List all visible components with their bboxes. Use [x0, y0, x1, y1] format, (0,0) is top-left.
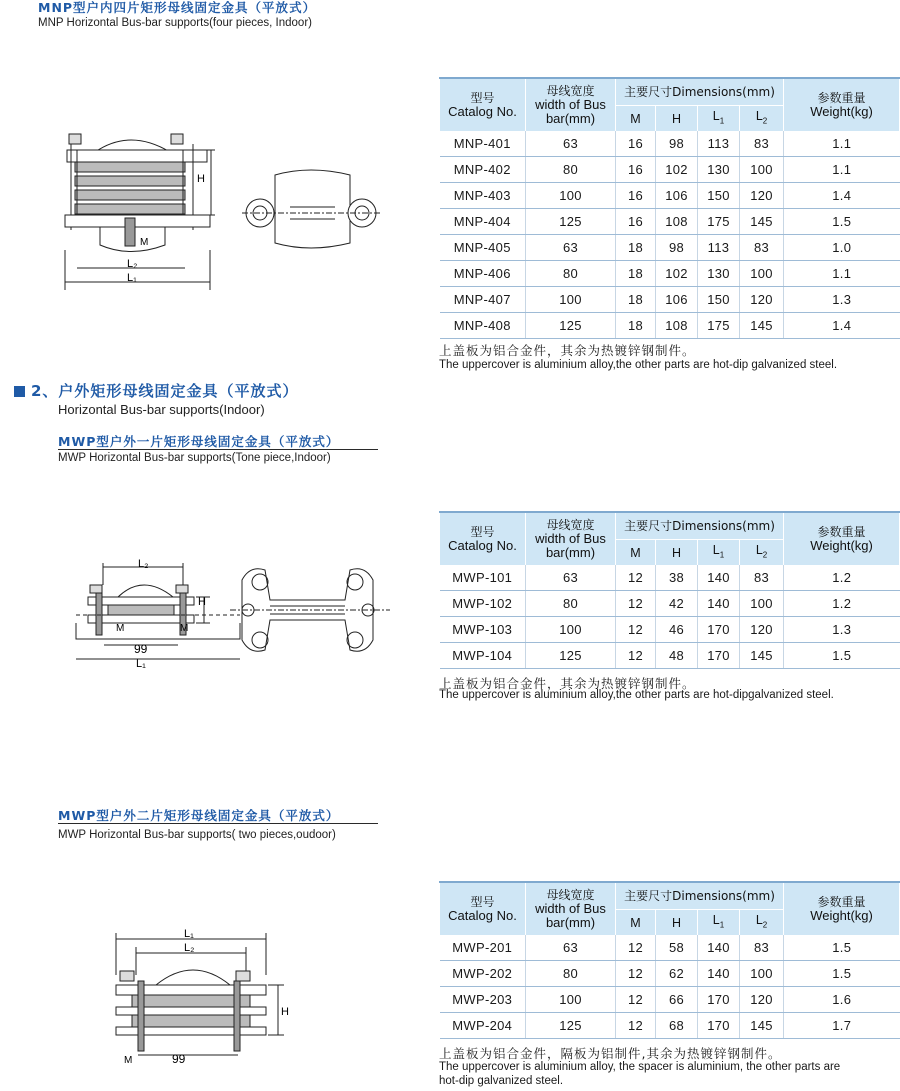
table-row	[440, 261, 900, 287]
table-row	[440, 287, 900, 313]
table-cell: 68	[656, 1013, 698, 1039]
table-cell: 1.6	[784, 987, 900, 1013]
mwp2-note-en-2: hot-dip galvanized steel.	[439, 1075, 564, 1087]
table-cell: 1.1	[784, 131, 900, 157]
svg-text:L₁: L₁	[184, 928, 194, 940]
table-row	[440, 961, 900, 987]
mwp1-note-en: The uppercover is aluminium alloy,the other parts are hot-dipgalvanized steel.	[439, 689, 834, 701]
table-cell: 150	[698, 287, 740, 313]
table-row	[440, 209, 900, 235]
col-header-h: H	[656, 910, 698, 936]
table-cell: 102	[656, 261, 698, 287]
table-cell: 83	[740, 131, 784, 157]
table-cell: 175	[698, 209, 740, 235]
table-cell: 125	[526, 313, 616, 339]
table-cell: 140	[698, 935, 740, 961]
col-header-catalog: 型号 Catalog No.	[440, 512, 526, 565]
table-cell: 18	[616, 235, 656, 261]
table-cell: 100	[740, 157, 784, 183]
table-cell: 12	[616, 987, 656, 1013]
table-cell: 1.5	[784, 209, 900, 235]
table-cell: 1.5	[784, 935, 900, 961]
mnp-note-cn: 上盖板为铝合金件，其余为热镀锌钢制件。	[439, 343, 696, 358]
table-cell: 100	[740, 591, 784, 617]
table-cell: MWP-101	[440, 565, 526, 591]
table-row	[440, 131, 900, 157]
table-cell: 1.4	[784, 313, 900, 339]
table-row	[440, 617, 900, 643]
mnp-title-en: MNP Horizontal Bus-bar supports(four pieces, Indoor)	[38, 17, 312, 29]
table-cell: MNP-406	[440, 261, 526, 287]
table-cell: 145	[740, 1013, 784, 1039]
table-cell: 18	[616, 313, 656, 339]
table-cell: 80	[526, 961, 616, 987]
table-cell: MWP-102	[440, 591, 526, 617]
table-cell: 48	[656, 643, 698, 669]
table-cell: 12	[616, 961, 656, 987]
col-header-catalog: 型号 Catalog No.	[440, 882, 526, 935]
table-cell: MNP-404	[440, 209, 526, 235]
mnp-title-cn: MNP型户内四片矩形母线固定金具（平放式）	[38, 0, 317, 15]
table-cell: 16	[616, 209, 656, 235]
mwp2-title-en: MWP Horizontal Bus-bar supports( two pieces,oudoor)	[58, 829, 336, 841]
table-cell: 18	[616, 287, 656, 313]
table-cell: 16	[616, 157, 656, 183]
table-cell: 16	[616, 131, 656, 157]
table-cell: 62	[656, 961, 698, 987]
col-header-m: M	[616, 540, 656, 566]
table-cell: 125	[526, 643, 616, 669]
svg-text:L₁: L₁	[127, 272, 137, 284]
table-cell: 12	[616, 935, 656, 961]
svg-text:99: 99	[134, 642, 148, 656]
mwp2-side-view-drawing	[108, 925, 308, 1065]
table-cell: 1.0	[784, 235, 900, 261]
mnp-top-view-drawing	[240, 165, 380, 255]
table-cell: MNP-402	[440, 157, 526, 183]
table-cell: 18	[616, 261, 656, 287]
col-header-l1: $L_1$	[698, 540, 740, 566]
col-header-weight: 参数重量 Weight(kg)	[784, 882, 900, 935]
table-cell: MNP-407	[440, 287, 526, 313]
table-cell: 42	[656, 591, 698, 617]
mwp1-title-cn: MWP型户外一片矩形母线固定金具（平放式）	[58, 434, 340, 449]
col-header-l2: $L_2$	[740, 910, 784, 936]
col-header-l2: $L_2$	[740, 540, 784, 566]
table-cell: 83	[740, 935, 784, 961]
section-2-subheading: Horizontal Bus-bar supports(Indoor)	[58, 402, 265, 417]
table-row	[440, 1013, 900, 1039]
table-cell: 145	[740, 313, 784, 339]
mwp2-note-en: The uppercover is aluminium alloy, the spacer is aluminium, the other parts are	[439, 1061, 841, 1073]
table-cell: 120	[740, 617, 784, 643]
table-cell: 145	[740, 209, 784, 235]
table-cell: 1.2	[784, 591, 900, 617]
svg-text:M: M	[124, 1055, 133, 1065]
mwp1-top-view-drawing	[230, 560, 390, 670]
table-cell: 80	[526, 591, 616, 617]
table-cell: 170	[698, 643, 740, 669]
table-cell: 120	[740, 987, 784, 1013]
table-cell: 1.3	[784, 617, 900, 643]
table-cell: 113	[698, 131, 740, 157]
table-cell: 80	[526, 261, 616, 287]
table-cell: 100	[526, 287, 616, 313]
table-cell: 100	[526, 617, 616, 643]
table-cell: 66	[656, 987, 698, 1013]
table-cell: 80	[526, 157, 616, 183]
table-cell: 1.3	[784, 287, 900, 313]
table-row	[440, 565, 900, 591]
mwp2-note-cn: 上盖板为铝合金件，隔板为铝制件,其余为热镀锌钢制件。	[439, 1046, 782, 1061]
table-cell: 63	[526, 235, 616, 261]
table-cell: 63	[526, 131, 616, 157]
mwp1-note-cn: 上盖板为铝合金件，其余为热镀锌钢制件。	[439, 676, 696, 691]
table-cell: 98	[656, 235, 698, 261]
table-row	[440, 313, 900, 339]
table-cell: 12	[616, 617, 656, 643]
table-cell: 120	[740, 183, 784, 209]
table-cell: MNP-403	[440, 183, 526, 209]
col-header-h: H	[656, 106, 698, 132]
table-cell: 140	[698, 961, 740, 987]
table-cell: 1.1	[784, 157, 900, 183]
table-row	[440, 935, 900, 961]
svg-text:H: H	[281, 1006, 289, 1018]
table-row	[440, 987, 900, 1013]
table-cell: 150	[698, 183, 740, 209]
table-row	[440, 235, 900, 261]
col-header-l2: $L_2$	[740, 106, 784, 132]
table-cell: 12	[616, 565, 656, 591]
table-cell: MWP-201	[440, 935, 526, 961]
table-cell: MNP-405	[440, 235, 526, 261]
col-header-dimensions: 主要尺寸Dimensions(mm)	[616, 78, 784, 106]
table-cell: MWP-103	[440, 617, 526, 643]
table-cell: 170	[698, 987, 740, 1013]
col-header-l1: $L_1$	[698, 106, 740, 132]
col-header-width: 母线宽度 width of Bus bar(mm)	[526, 512, 616, 565]
table-cell: MNP-408	[440, 313, 526, 339]
mwp2-title-cn: MWP型户外二片矩形母线固定金具（平放式）	[58, 808, 340, 823]
table-cell: 125	[526, 209, 616, 235]
table-cell: 100	[740, 961, 784, 987]
table-cell: 58	[656, 935, 698, 961]
table-cell: 12	[616, 591, 656, 617]
col-header-dimensions: 主要尺寸Dimensions(mm)	[616, 512, 784, 540]
col-header-h: H	[656, 540, 698, 566]
svg-text:99: 99	[172, 1052, 186, 1065]
mnp-side-view-drawing	[55, 130, 230, 295]
table-cell: 100	[526, 987, 616, 1013]
table-cell: 1.1	[784, 261, 900, 287]
table-cell: 100	[526, 183, 616, 209]
table-cell: 140	[698, 591, 740, 617]
bullet-square-icon	[14, 386, 25, 397]
table-cell: 46	[656, 617, 698, 643]
col-header-width: 母线宽度 width of Bus bar(mm)	[526, 78, 616, 131]
section-2-heading: 2、户外矩形母线固定金具（平放式）	[14, 380, 298, 401]
svg-text:M: M	[140, 237, 149, 248]
col-header-m: M	[616, 910, 656, 936]
col-header-width: 母线宽度 width of Bus bar(mm)	[526, 882, 616, 935]
table-cell: 1.5	[784, 961, 900, 987]
mwp2-spec-table	[439, 881, 900, 1039]
table-cell: 83	[740, 565, 784, 591]
svg-text:H: H	[198, 596, 206, 608]
table-cell: 170	[698, 617, 740, 643]
col-header-dimensions: 主要尺寸Dimensions(mm)	[616, 882, 784, 910]
table-cell: 140	[698, 565, 740, 591]
table-cell: 145	[740, 643, 784, 669]
table-cell: MWP-202	[440, 961, 526, 987]
col-header-catalog: 型号 Catalog No.	[440, 78, 526, 131]
svg-text:L₁: L₁	[136, 658, 146, 670]
col-header-weight: 参数重量 Weight(kg)	[784, 512, 900, 565]
table-cell: 170	[698, 1013, 740, 1039]
table-cell: 106	[656, 183, 698, 209]
svg-text:M: M	[116, 623, 125, 634]
table-cell: 125	[526, 1013, 616, 1039]
svg-text:L₂: L₂	[184, 942, 195, 954]
svg-text:L₂: L₂	[127, 258, 138, 270]
table-cell: MWP-104	[440, 643, 526, 669]
table-cell: 1.5	[784, 643, 900, 669]
col-header-weight: 参数重量 Weight(kg)	[784, 78, 900, 131]
table-cell: 113	[698, 235, 740, 261]
table-cell: 1.2	[784, 565, 900, 591]
table-cell: 100	[740, 261, 784, 287]
table-cell: 63	[526, 565, 616, 591]
svg-text:M: M	[180, 623, 189, 634]
table-cell: 98	[656, 131, 698, 157]
table-cell: 1.4	[784, 183, 900, 209]
table-cell: 83	[740, 235, 784, 261]
table-row	[440, 157, 900, 183]
table-row	[440, 643, 900, 669]
table-cell: 1.7	[784, 1013, 900, 1039]
mwp1-side-view-drawing	[68, 555, 248, 670]
table-cell: 16	[616, 183, 656, 209]
table-cell: 175	[698, 313, 740, 339]
table-cell: 108	[656, 209, 698, 235]
table-cell: 130	[698, 261, 740, 287]
mwp1-title-en: MWP Horizontal Bus-bar supports(Tone piece,Indoor)	[58, 452, 331, 464]
table-cell: 12	[616, 643, 656, 669]
table-cell: 106	[656, 287, 698, 313]
table-row	[440, 591, 900, 617]
table-cell: 38	[656, 565, 698, 591]
table-cell: 12	[616, 1013, 656, 1039]
mnp-spec-table	[439, 77, 900, 339]
col-header-m: M	[616, 106, 656, 132]
table-cell: 102	[656, 157, 698, 183]
table-cell: 130	[698, 157, 740, 183]
table-cell: 108	[656, 313, 698, 339]
mwp1-spec-table	[439, 511, 900, 669]
svg-text:L₂: L₂	[138, 558, 149, 570]
table-row	[440, 183, 900, 209]
table-cell: 120	[740, 287, 784, 313]
table-cell: 63	[526, 935, 616, 961]
table-cell: MNP-401	[440, 131, 526, 157]
table-cell: MWP-203	[440, 987, 526, 1013]
table-cell: MWP-204	[440, 1013, 526, 1039]
col-header-l1: $L_1$	[698, 910, 740, 936]
mnp-note-en: The uppercover is aluminium alloy,the other parts are hot-dip galvanized steel.	[439, 359, 838, 371]
svg-text:H: H	[197, 173, 205, 185]
